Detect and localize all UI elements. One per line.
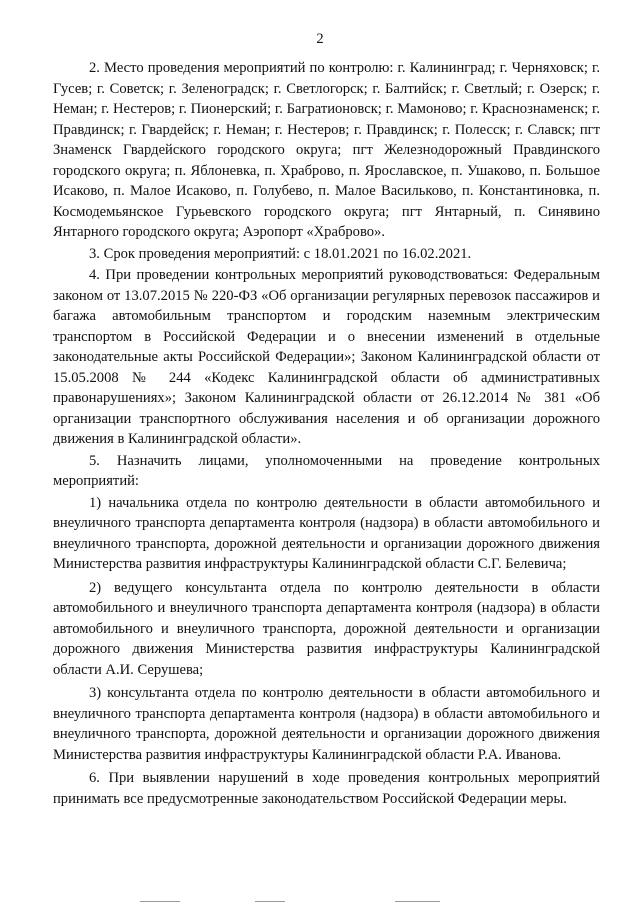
scan-edge-mark — [395, 901, 440, 902]
paragraph-location: 2. Место проведения мероприятий по контролю: г. Калининград; г. Черняховск; г. Гусев; г. Советск; г. Зеленоградск; г. Светлогорск; г. Балтийск; г. Светлый; г. Озерск; г. Неман; г. Нестеров; г. Пионерский; г. Багратионовск; г. Мамоново; г. Краснознаменск; г. Правдинск; г. Гвардейск; г. Неман; г. Нестеров; г. Правдинск; г. Полесск; г. Славск; пгт Знаменск Гвардейского городского округа; пгт Железнодорожный Правдинского городского округа; п. Яблоневка, п. Храброво, п. Ярославское, п. Ушаково, п. Большое Исаково, п. Малое Исаково, п. Голубево, п. Малое Васильково, п. Константиновка, п. Космодемьянское Гурьевского городского округа; пгт Янтарный, п. Синявино Янтарного городского округа; Аэропорт «Храброво». — [53, 60, 600, 240]
scan-edge-mark — [255, 901, 285, 902]
document-body — [53, 58, 600, 809]
paragraph-legal-basis: 4. При проведении контрольных мероприятий руководствоваться: Федеральным законом от 13.07.2015 № 220-ФЗ «Об организации регулярных перевозок пассажиров и багажа автомобильным транспортом и городским наземным электрическим транспортом в Российской Федерации и о внесении изменений в отдельные законодательные акты Российской Федерации»; Законом Калининградской области от 15.05.2008 № 244 «Кодекс Калининградской области об административных правонарушениях»; Законом Калининградской области от 26.12.2014 № 381 «Об организации транспортного обслуживания населения и об организации дорожного движения в Калининградской области». — [53, 267, 600, 447]
scan-edge-mark — [140, 901, 180, 902]
paragraph-violations: 6. При выявлении нарушений в ходе проведения контрольных мероприятий принимать все предусмотренные законодательством Российской Федерации меры. — [53, 770, 600, 807]
paragraph-appoint: 5. Назначить лицами, уполномоченными на проведение контрольных мероприятий: — [53, 452, 600, 489]
paragraph-appointee-1: 1) начальника отдела по контролю деятельности в области автомобильного и внеуличного транспорта департамента контроля (надзора) в области автомобильного и внеуличного транспорта, дорожной деятельности и организации дорожного движения Министерства развития инфраструктуры Калининградской области С.Г. Белевича; — [53, 494, 600, 572]
page-number: 2 — [316, 31, 324, 47]
paragraph-period: 3. Срок проведения мероприятий: с 18.01.2021 по 16.02.2021. — [89, 245, 472, 262]
paragraph-appointee-2: 2) ведущего консультанта отдела по контролю деятельности в области автомобильного и внеуличного транспорта департамента контроля (надзора) в области автомобильного и внеуличного транспорта, дорожной деятельности и организации дорожного движения Министерства развития инфраструктуры Калининградской области А.И. Серушева; — [53, 579, 600, 678]
paragraph-appointee-3: 3) консультанта отдела по контролю деятельности в области автомобильного и внеуличного транспорта департамента контроля (надзора) в области автомобильного и внеуличного транспорта, дорожной деятельности и организации дорожного движения Министерства развития инфраструктуры Калининградской области Р.А. Иванова. — [53, 685, 600, 763]
